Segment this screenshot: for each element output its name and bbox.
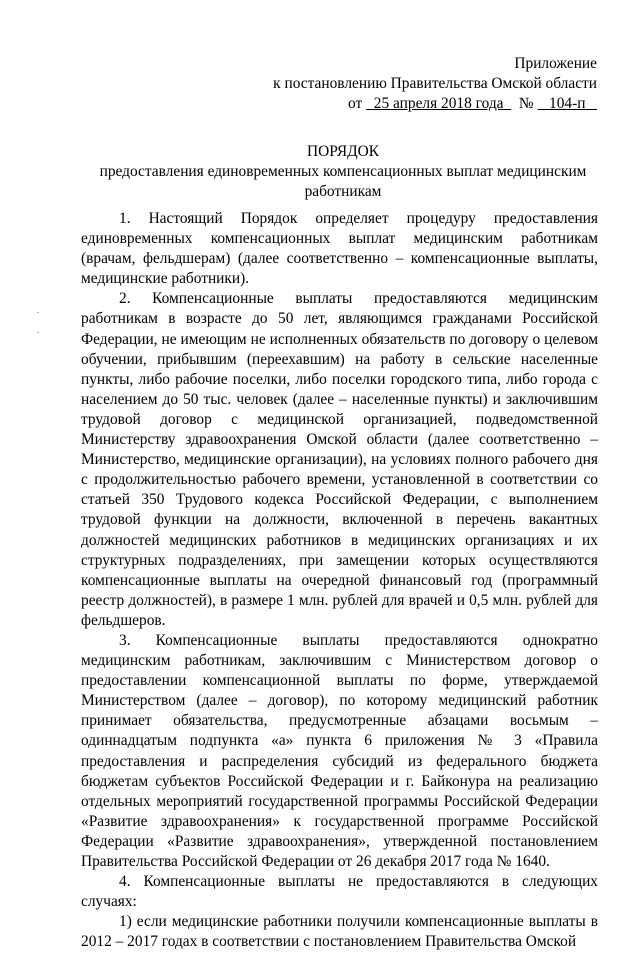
document-title: ПОРЯДОК bbox=[307, 143, 379, 160]
paragraph-1: 1. Настоящий Порядок определяет процедуру предоставления единовременных компенсационных выплат медицинским работникам (врачам, фельдшерам) (далее соответственно – компенсационные выплаты, медицинские работники). bbox=[81, 210, 598, 288]
appendix-header bbox=[240, 54, 597, 114]
paragraph-4: 4. Компенсационные выплаты не предоставляются в следующих случаях: bbox=[81, 873, 598, 911]
number-value: 104-п bbox=[549, 95, 586, 113]
appendix-reference: к постановлению Правительства Омской области bbox=[273, 75, 597, 93]
document-body bbox=[81, 209, 598, 960]
document-subtitle: предоставления единовременных компенсационных выплат медицинским работникам bbox=[99, 163, 587, 201]
date-value: 25 апреля 2018 года bbox=[373, 95, 504, 113]
number-prefix: № bbox=[518, 95, 534, 113]
paragraph-2: 2. Компенсационные выплаты предоставляются медицинским работникам в возрасте до 50 лет, являющимся гражданами Российской Федерации, не имеющим не исполненных обязательств по договору о целевом обучении, прибывшим (переехавшим) на работу в сельские населенные пункты, либо рабочие поселки, либо поселки городского типа, либо города с населением до 50 тыс. человек (далее – населенные пункты) и заключившим трудовой договор с медицинской организацией, подведомственной Министерству здравоохранения Омской области (далее соответственно – Министерство, медицинские организации), на условиях полного рабочего дня с продолжительностью рабочего времени, установленной в соответствии со статьей 350 Трудового кодекса Российской Федерации, с выполнением трудовой функции на должности, включенной в перечень вакантных должностей медицинских работников в медицинских организациях и их структурных подразделениях, при замещении которых осуществляются компенсационные выплаты на очередной финансовый год (программный реестр должностей), в размере 1 млн. рублей для врачей и 0,5 млн. рублей для фельдшеров. bbox=[81, 290, 598, 629]
date-prefix: от bbox=[348, 95, 363, 113]
margin-mark bbox=[37, 332, 39, 333]
paragraph-4-1: 1) если медицинские работники получили компенсационные выплаты в 2012 – 2017 годах в соответствии с постановлением Правительства Омской bbox=[81, 913, 598, 951]
margin-mark bbox=[37, 312, 39, 313]
appendix-date-line bbox=[240, 94, 597, 114]
document-heading bbox=[88, 142, 598, 202]
paragraph-3: 3. Компенсационные выплаты предоставляются однократно медицинским работникам, заключившим с Министерством договор о предоставлении компенсационной выплаты по форме, утверждаемой Министерством (далее – договор), по которому медицинский работник принимает обязательства, предусмотренные абзацами восьмым – одиннадцатым подпункта «а» пункта 6 приложения № 3 «Правила предоставления и распределения субсидий из федерального бюджета бюджетам субъектов Российской Федерации и г. Байконура на реализацию отдельных мероприятий государственной программы Российской Федерации «Развитие здравоохранения» к государственной программе Российской Федерации «Развитие здравоохранения», утвержденной постановлением Правительства Российской Федерации от 26 декабря 2017 года № 1640. bbox=[81, 631, 598, 870]
appendix-title: Приложение bbox=[514, 55, 597, 72]
